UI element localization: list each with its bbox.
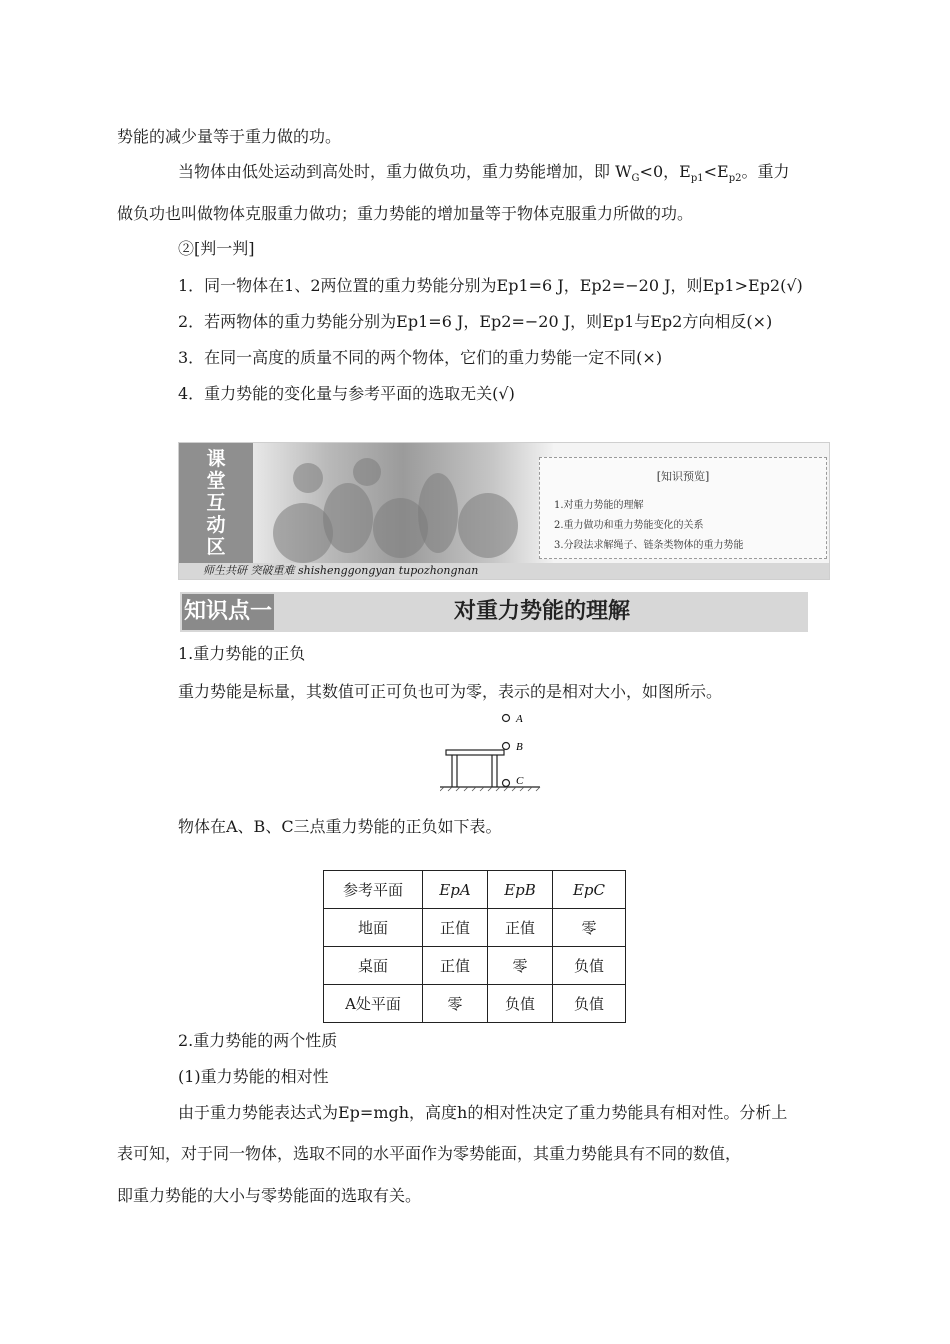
text-span: <0，E xyxy=(639,162,691,181)
paragraph-line: 即重力势能的大小与零势能面的选取有关。 xyxy=(117,1186,422,1205)
sub-heading: (1)重力势能的相对性 xyxy=(178,1067,329,1086)
table-cell: 正值 xyxy=(488,909,553,947)
banner-char: 互 xyxy=(206,492,226,514)
text-span: 。重力 xyxy=(741,162,790,181)
table-cell: 零 xyxy=(488,947,553,985)
preview-item: 1.对重力势能的理解 xyxy=(554,500,644,511)
paragraph-line: 物体在A、B、C三点重力势能的正负如下表。 xyxy=(178,817,502,836)
table-row xyxy=(324,947,626,985)
table-cell: 零 xyxy=(423,985,488,1023)
table-header-cell: EpC xyxy=(553,871,626,909)
table-header-cell: 参考平面 xyxy=(324,871,423,909)
knowledge-point-title: 对重力势能的理解 xyxy=(453,599,630,624)
paragraph-line: 做负功也叫做物体克服重力做功；重力势能的增加量等于物体克服重力所做的功。 xyxy=(117,204,694,223)
table-cell: 正值 xyxy=(423,909,488,947)
figure-label-a: A xyxy=(516,713,523,725)
potential-energy-table xyxy=(323,870,626,1023)
preview-title: [知识预览] xyxy=(656,470,710,483)
judge-item-2: 2．若两物体的重力势能分别为Ep1=6 J，Ep2=−20 J，则Ep1与Ep2方向相反(×) xyxy=(178,312,773,331)
table-row xyxy=(324,909,626,947)
table-cell: A处平面 xyxy=(324,985,423,1023)
table-position-figure xyxy=(440,708,550,792)
banner-char: 课 xyxy=(206,448,226,470)
table-cell: 负值 xyxy=(553,947,626,985)
table-header-row xyxy=(324,871,626,909)
paragraph-line: 当物体由低处运动到高处时，重力做负功，重力势能增加，即 $W_G<0$，$E_{p1}<E_{p2}$。重力 xyxy=(178,162,790,185)
preview-item: 2.重力做功和重力势能变化的关系 xyxy=(554,520,704,531)
table-cell: 地面 xyxy=(324,909,423,947)
banner-side-label xyxy=(179,443,253,563)
table-cell: 正值 xyxy=(423,947,488,985)
banner-subtitle: 师生共研 突破重难 shishenggongyan tupozhongnan xyxy=(179,563,829,579)
judge-heading: ②[判一判] xyxy=(178,239,255,258)
classroom-banner xyxy=(178,442,830,580)
knowledge-preview-box xyxy=(539,457,827,559)
text-span: 当物体由低处运动到高处时，重力做负功，重力势能增加，即 W xyxy=(178,162,632,181)
table-header-cell: EpB xyxy=(488,871,553,909)
table-header-cell: EpA xyxy=(423,871,488,909)
table-cell: 桌面 xyxy=(324,947,423,985)
knowledge-point-label: 知识点一 xyxy=(182,594,274,630)
judge-item-4: 4．重力势能的变化量与参考平面的选取无关(√) xyxy=(178,384,515,403)
judge-item-1: 1．同一物体在1、2两位置的重力势能分别为Ep1=6 J，Ep2=−20 J，则Ep1>Ep2(√) xyxy=(178,276,803,295)
judge-item-3: 3．在同一高度的质量不同的两个物体，它们的重力势能一定不同(×) xyxy=(178,348,663,367)
figure-label-b: B xyxy=(516,741,523,753)
classroom-photo xyxy=(253,443,553,563)
paragraph-line: 势能的减少量等于重力做的功。 xyxy=(117,127,342,146)
paragraph-line: 重力势能是标量，其数值可正可负也可为零，表示的是相对大小，如图所示。 xyxy=(178,682,723,701)
paragraph-line: 由于重力势能表达式为Ep=mgh，高度h的相对性决定了重力势能具有相对性。分析上 xyxy=(178,1103,788,1122)
preview-item: 3.分段法求解绳子、链条类物体的重力势能 xyxy=(554,540,744,551)
banner-char: 动 xyxy=(206,514,226,536)
banner-char: 区 xyxy=(206,536,226,558)
section-heading: 1.重力势能的正负 xyxy=(178,644,306,663)
table-row xyxy=(324,985,626,1023)
text-span: <E xyxy=(703,162,729,181)
table-cell: 负值 xyxy=(488,985,553,1023)
section-heading: 2.重力势能的两个性质 xyxy=(178,1031,338,1050)
table-cell: 零 xyxy=(553,909,626,947)
banner-char: 堂 xyxy=(206,470,226,492)
knowledge-point-bar xyxy=(180,592,808,632)
figure-label-c: C xyxy=(516,775,524,787)
paragraph-line: 表可知，对于同一物体，选取不同的水平面作为零势能面，其重力势能具有不同的数值， xyxy=(117,1144,742,1163)
table-cell: 负值 xyxy=(553,985,626,1023)
